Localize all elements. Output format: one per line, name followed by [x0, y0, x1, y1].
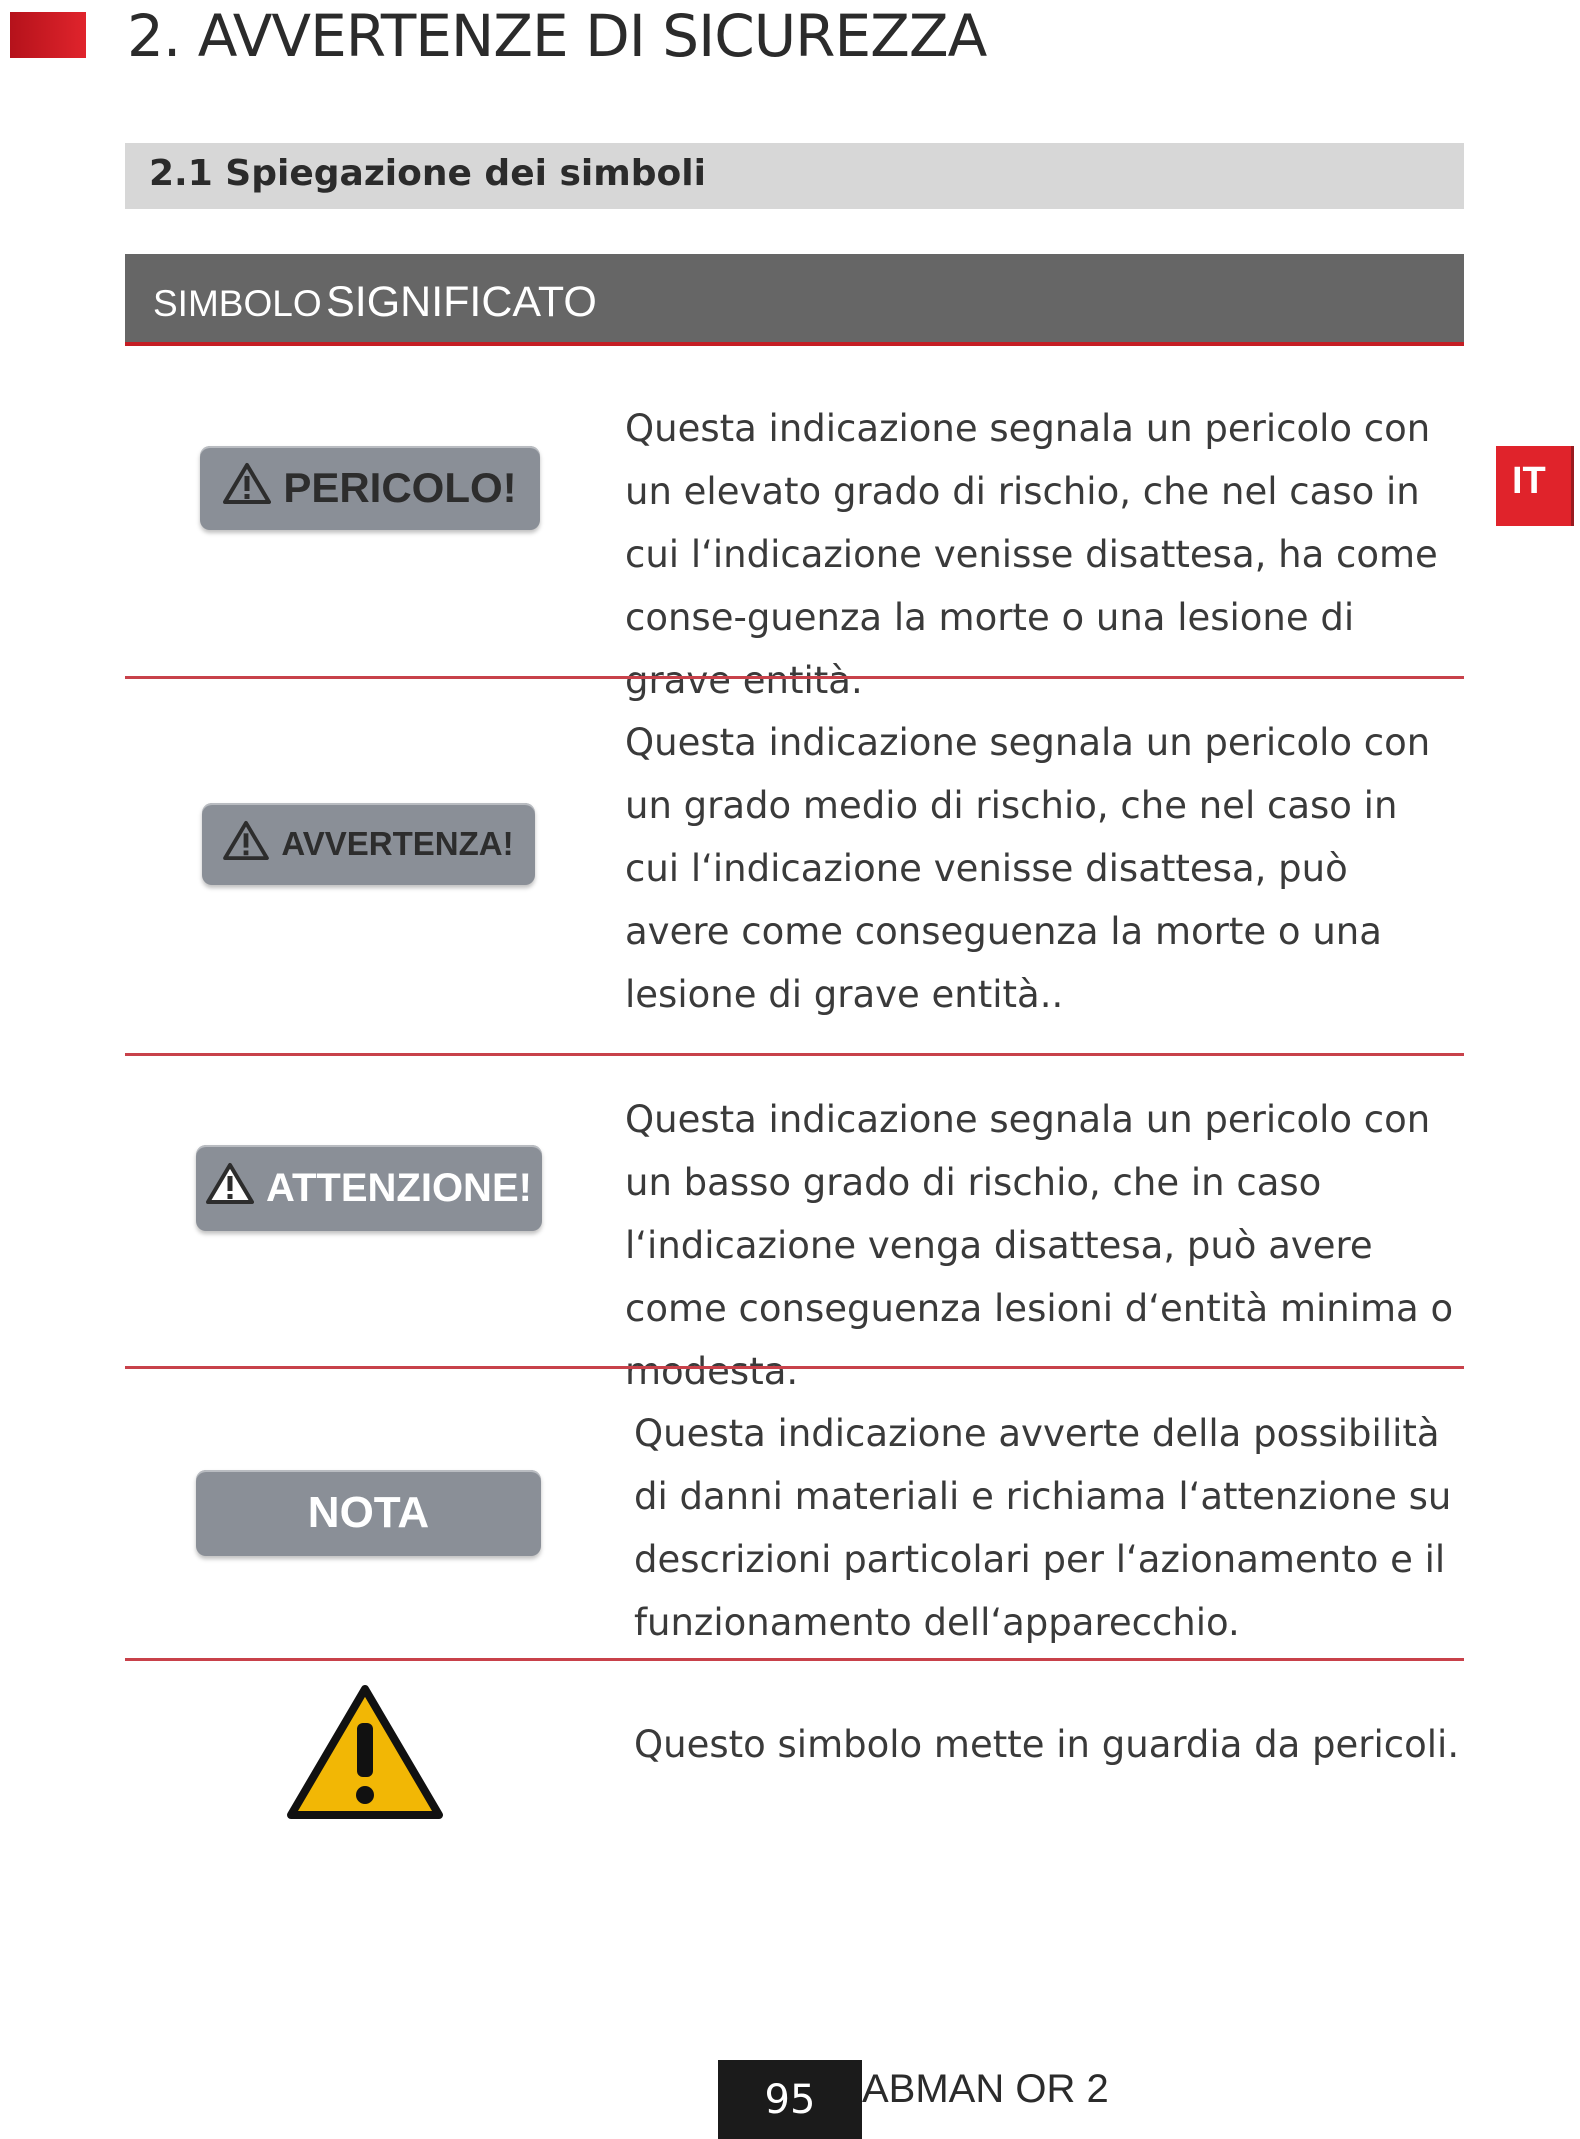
footer-model-name: ABMAN OR 2: [862, 2067, 1109, 2111]
header-red-block: [10, 12, 86, 58]
column-header-meaning: SIGNIFICATO: [326, 278, 597, 326]
warning-icon: [206, 1162, 254, 1214]
warning-icon: [223, 462, 271, 514]
table-header-labels: [153, 278, 597, 327]
section-title: 2.1 Spiegazione dei simboli: [149, 153, 706, 194]
row-divider: [125, 1053, 1464, 1056]
symbol-description: Questo simbolo mette in guardia da pericoli.: [634, 1723, 1460, 1766]
language-tab: IT: [1496, 446, 1574, 526]
row-divider: [125, 1658, 1464, 1661]
page-title: 2. AVVERTENZE DI SICUREZZA: [127, 2, 987, 70]
caution-label-text: ATTENZIONE!: [266, 1165, 532, 1210]
row-divider: [125, 676, 1464, 679]
warning-label: [202, 803, 535, 885]
note-description: Questa indicazione avverte della possibilità di danni materiali e richiama l‘attenzione su descrizioni particolari per l‘azionamento e il funzionamento dell‘apparecchio.: [634, 1412, 1452, 1644]
caution-label: [196, 1145, 542, 1231]
table-header: [125, 254, 1464, 346]
warning-description: Questa indicazione segnala un pericolo con un grado medio di rischio, che nel caso in cui l‘indicazione venisse disattesa, può avere come conseguenza la morte o una lesione di grave entità..: [625, 721, 1431, 1016]
row-divider: [125, 1366, 1464, 1369]
warning-icon: [223, 820, 269, 868]
page-number: 95: [718, 2060, 862, 2139]
caution-description: Questa indicazione segnala un pericolo con un basso grado di rischio, che in caso l‘indicazione venga disattesa, può avere come conseguenza lesioni d‘entità minima o modesta.: [625, 1098, 1454, 1393]
note-label-text: NOTA: [307, 1488, 430, 1537]
danger-description: Questa indicazione segnala un pericolo con un elevato grado di rischio, che nel caso in cui l‘indicazione venisse disattesa, ha come conse-guenza la morte o una lesione di grave entità.: [625, 407, 1438, 702]
danger-label: [200, 446, 540, 530]
warning-triangle-yellow-icon: [285, 1683, 445, 1821]
danger-label-text: PERICOLO!: [283, 464, 517, 511]
section-bar: [125, 143, 1464, 209]
column-header-symbol: SIMBOLO: [153, 283, 322, 324]
note-label: [196, 1470, 541, 1556]
warning-label-text: AVVERTENZA!: [281, 825, 514, 862]
